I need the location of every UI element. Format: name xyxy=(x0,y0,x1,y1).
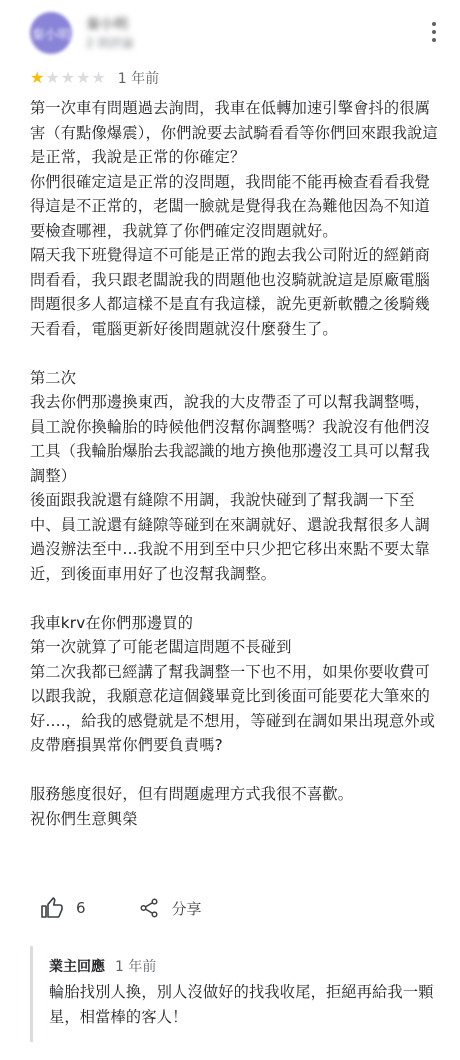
owner-reply-label: 業主回應 xyxy=(49,959,105,975)
like-button[interactable] xyxy=(40,896,86,920)
star-empty-icon: ★ xyxy=(45,68,60,87)
review-paragraph: 服務態度很好，但有問題處理方式我很不喜歡。 祝你們生意興榮 xyxy=(30,785,354,828)
star-empty-icon: ★ xyxy=(76,68,91,87)
share-label: 分享 xyxy=(171,899,202,918)
owner-reply-text: 輪胎找別人換，別人沒做好的找我收尾，拒絕再給我一顆星，相當棒的客人！ xyxy=(49,983,434,1026)
like-count: 6 xyxy=(76,899,86,917)
more-options-icon[interactable] xyxy=(432,22,436,42)
share-button[interactable] xyxy=(138,897,202,919)
star-empty-icon: ★ xyxy=(91,68,106,87)
reviewer-meta: 2 則評論 xyxy=(86,36,134,50)
review-time: 1 年前 xyxy=(117,71,160,87)
owner-reply-time: 1 年前 xyxy=(115,959,157,975)
avatar[interactable]: 秦小明 xyxy=(30,12,72,54)
owner-reply xyxy=(30,946,443,1042)
reviewer-name[interactable]: 秦小明 xyxy=(86,17,128,33)
review-paragraph: 我車krv在你們那邊買的 第一次就算了可能老闆這問題不長碰到 第二次我都已經講了幫我調整一下也不用，如果你要收費可以跟我說，我願意花這個錢畢竟比到後面可能要花大筆來的好….，給我的感覺就是不想用，等碰到在調如果出現意外或皮帶磨損異常你們要負責嗎? xyxy=(30,613,436,754)
review-paragraph: 第二次 我去你們那邊換東西，說我的大皮帶歪了可以幫我調整嗎，員工說你換輪胎的時候他們沒幫你調整嗎？我說沒有他們沒工具（我輪胎爆胎去我認識的地方換他那邊沒工具可以幫我調整） 後面跟我說還有縫隙不用調，我說快碰到了幫我調一下至中、員工說還有縫隙等碰到在來調就好、還說我幫很多人調過沒辦法至中…我說不用到至中只少把它移出來點不要太靠近，到後面車用好了也沒幫我調整。 xyxy=(30,368,431,583)
star-filled-icon: ★ xyxy=(30,68,45,87)
review-actions xyxy=(40,894,202,922)
share-icon xyxy=(138,897,160,919)
star-empty-icon: ★ xyxy=(60,68,76,87)
rating-row xyxy=(30,68,159,88)
review-paragraph: 第一次車有問題過去詢問，我車在低轉加速引擎會抖的很厲害（有點像爆震），你們說要去試騎看看等你們回來跟我說這是正常，我說是正常的你確定？ 你們很確定這是正常的沒問題，我問能不能再檢查看看我覺得這是不正常的，老闆一臉就是覺得我在為難他因為不知道要檢查哪裡，我就算了你們確定沒問題就好。 隔天我下班覺得這不可能是正常的跑去我公司附近的經銷商問看看，我只跟老闆說我的問題他也沒騎就說這是原廠電腦問題很多人都這樣不是直有我這樣，說先更新軟體之後騎幾天看看，電腦更新好後問題就沒什麼發生了。 xyxy=(30,99,438,338)
review-header xyxy=(30,8,440,58)
review-text xyxy=(30,96,440,831)
star-rating xyxy=(30,70,106,86)
thumbs-up-icon xyxy=(40,896,64,920)
